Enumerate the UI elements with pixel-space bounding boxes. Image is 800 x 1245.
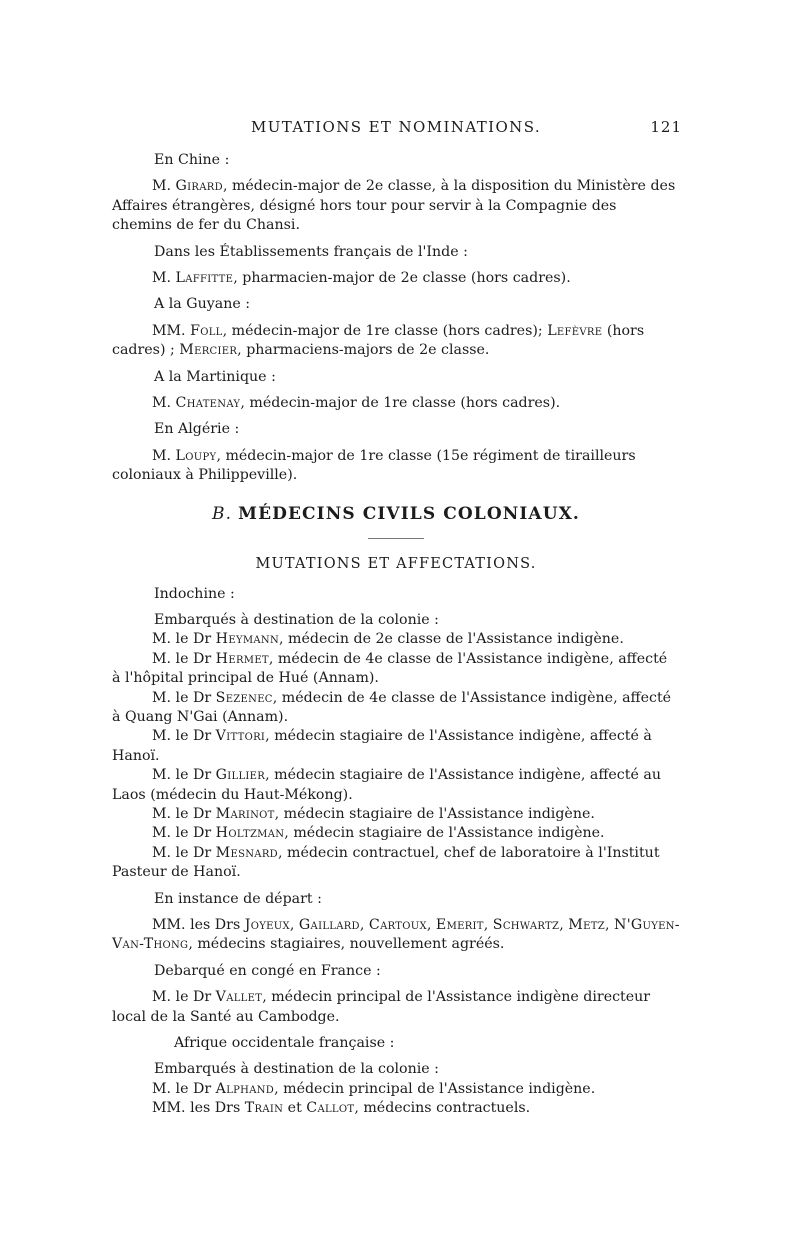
- text-run: M. le Dr: [152, 767, 216, 784]
- section-letter: B.: [212, 503, 233, 524]
- text-run: ,: [426, 917, 436, 933]
- list-entry: [112, 727, 680, 766]
- text-run: MM. les Drs: [152, 1100, 245, 1117]
- text-run: , médecin de 2e classe de l'Assistance indigène.: [279, 631, 624, 648]
- person-name: Lefèvre: [547, 322, 603, 339]
- place-heading: Dans les Établissements français de l'Inde :: [154, 243, 468, 260]
- person-name: Chatenay: [175, 395, 241, 412]
- person-name: Emerit: [435, 917, 484, 933]
- text-run: M. le Dr: [152, 689, 216, 706]
- paragraph: [112, 269, 680, 288]
- text-run: M. le Dr: [152, 1080, 216, 1097]
- person-name: Vallet: [215, 989, 263, 1006]
- person-name: Cartoux: [368, 917, 427, 933]
- text-run: , pharmacien-major de 2e classe (hors cadres).: [233, 270, 571, 287]
- text-run: , médecins stagiaires, nouvellement agréés.: [188, 936, 505, 953]
- text-run: , médecin principal de l'Assistance indigène directeur local de la Santé au Cambodge.: [112, 989, 651, 1025]
- text-run: , médecins contractuels.: [354, 1100, 531, 1117]
- text-run: M. le Dr: [152, 650, 216, 667]
- region-heading: Afrique occidentale française :: [174, 1035, 395, 1052]
- text-run: M. le Dr: [152, 825, 216, 842]
- person-name: Gaillard: [298, 917, 360, 933]
- section-heading: MÉDECINS CIVILS COLONIAUX.: [238, 503, 580, 524]
- place-heading: A la Guyane :: [154, 296, 251, 313]
- person-name: Mercier: [179, 342, 238, 359]
- person-name: N'Guyen-Van-Thong: [112, 917, 680, 953]
- text-run: , médecin stagiaire de l'Assistance indigène.: [284, 825, 605, 842]
- text-run: ,: [604, 917, 614, 933]
- text-run: (hors cadres) ;: [112, 322, 645, 359]
- text-run: MM.: [152, 322, 191, 339]
- person-name: Joyeux: [244, 917, 290, 933]
- person-name: Train: [244, 1100, 284, 1117]
- text-run: , pharmaciens-majors de 2e classe.: [237, 342, 490, 359]
- list-entry: [112, 824, 680, 843]
- list-entry: [112, 805, 680, 824]
- text-run: et: [283, 1100, 307, 1117]
- text-run: , médecin principal de l'Assistance indigène.: [274, 1080, 596, 1097]
- subheading: Debarqué en congé en France :: [154, 962, 381, 979]
- text-run: , médecin de 4e classe de l'Assistance indigène, affecté à l'hôpital principal de Hué (Annam).: [112, 650, 668, 687]
- list-entry: [112, 1080, 680, 1099]
- text-run: M.: [152, 178, 176, 195]
- subheading: Embarqués à destination de la colonie :: [154, 1061, 439, 1078]
- paragraph: [112, 394, 680, 413]
- person-name: Heymann: [215, 631, 280, 648]
- text-run: MM. les Drs: [152, 917, 245, 933]
- text-run: , médecin-major de 2e classe, à la disposition du Ministère des Affaires étrangères, désigné hors tour pour servir à la Compagnie des chemins de fer du Chansi.: [112, 178, 676, 234]
- text-run: , médecin stagiaire de l'Assistance indigène, affecté au Laos (médecin du Haut-Mékong).: [112, 767, 661, 803]
- text-run: , médecin de 4e classe de l'Assistance indigène, affecté à Quang N'Gai (Annam).: [112, 689, 672, 725]
- text-run: , médecin contractuel, chef de laboratoire à l'Institut Pasteur de Hanoï.: [112, 844, 660, 881]
- subheading: En instance de départ :: [154, 890, 322, 907]
- text-run: , médecin-major de 1re classe (15e régiment de tirailleurs coloniaux à Philippeville).: [112, 447, 636, 484]
- text-run: M. le Dr: [152, 631, 216, 648]
- paragraph: [112, 322, 680, 361]
- person-name: Gillier: [215, 767, 266, 784]
- text-run: , médecin stagiaire de l'Assistance indigène, affecté à Hanoï.: [112, 728, 652, 764]
- place-heading: En Chine :: [154, 152, 230, 168]
- text-run: , médecin-major de 1re classe (hors cadres);: [222, 322, 548, 339]
- text-run: M. le Dr: [152, 805, 216, 822]
- subheading: Embarqués à destination de la colonie :: [154, 611, 439, 628]
- text-run: ,: [559, 917, 569, 933]
- text-run: M.: [152, 395, 176, 412]
- text-run: ,: [289, 917, 299, 933]
- place-heading: Indochine :: [154, 585, 235, 602]
- paragraph: [112, 916, 680, 955]
- person-name: Mesnard: [215, 844, 278, 861]
- person-name: Vittori: [215, 728, 266, 745]
- document-page: [112, 118, 680, 1119]
- paragraph: [112, 177, 680, 235]
- page-header: [112, 118, 680, 144]
- person-name: Sezenec: [215, 689, 273, 706]
- person-name: Metz: [568, 917, 605, 933]
- person-name: Schwartz: [492, 917, 560, 933]
- paragraph: [112, 447, 680, 486]
- civil-mutations: [112, 585, 680, 1119]
- running-title: MUTATIONS ET NOMINATIONS.: [250, 118, 542, 136]
- list-entry: [112, 650, 680, 689]
- person-name: Laffitte: [175, 270, 234, 287]
- text-run: , médecin stagiaire de l'Assistance indigène.: [274, 805, 595, 822]
- list-entry: [112, 689, 680, 728]
- text-run: M. le Dr: [152, 989, 216, 1006]
- person-name: Foll: [190, 322, 223, 339]
- section-divider: [368, 538, 424, 539]
- text-run: M.: [152, 447, 176, 464]
- person-name: Alphand: [215, 1080, 275, 1097]
- place-heading: A la Martinique :: [154, 368, 276, 385]
- text-run: ,: [359, 917, 369, 933]
- page-number: 121: [650, 118, 682, 136]
- list-entry: [112, 844, 680, 883]
- person-name: Hermet: [215, 650, 269, 667]
- person-name: Girard: [175, 178, 223, 195]
- text-run: ,: [483, 917, 493, 933]
- person-name: Holtzman: [215, 825, 285, 842]
- list-entry: [112, 1099, 680, 1118]
- place-heading: En Algérie :: [154, 421, 240, 438]
- text-run: M. le Dr: [152, 844, 216, 861]
- person-name: Callot: [306, 1100, 355, 1117]
- section-title: [112, 505, 680, 524]
- list-entry: [112, 630, 680, 649]
- person-name: Loupy: [175, 447, 217, 464]
- text-run: M. le Dr: [152, 728, 216, 745]
- text-run: , médecin-major de 1re classe (hors cadres).: [240, 395, 561, 412]
- military-mutations: [112, 151, 680, 486]
- text-run: M.: [152, 270, 176, 287]
- paragraph: [112, 988, 680, 1027]
- person-name: Marinot: [215, 805, 275, 822]
- list-entry: [112, 766, 680, 805]
- subsection-title: MUTATIONS ET AFFECTATIONS.: [255, 556, 537, 573]
